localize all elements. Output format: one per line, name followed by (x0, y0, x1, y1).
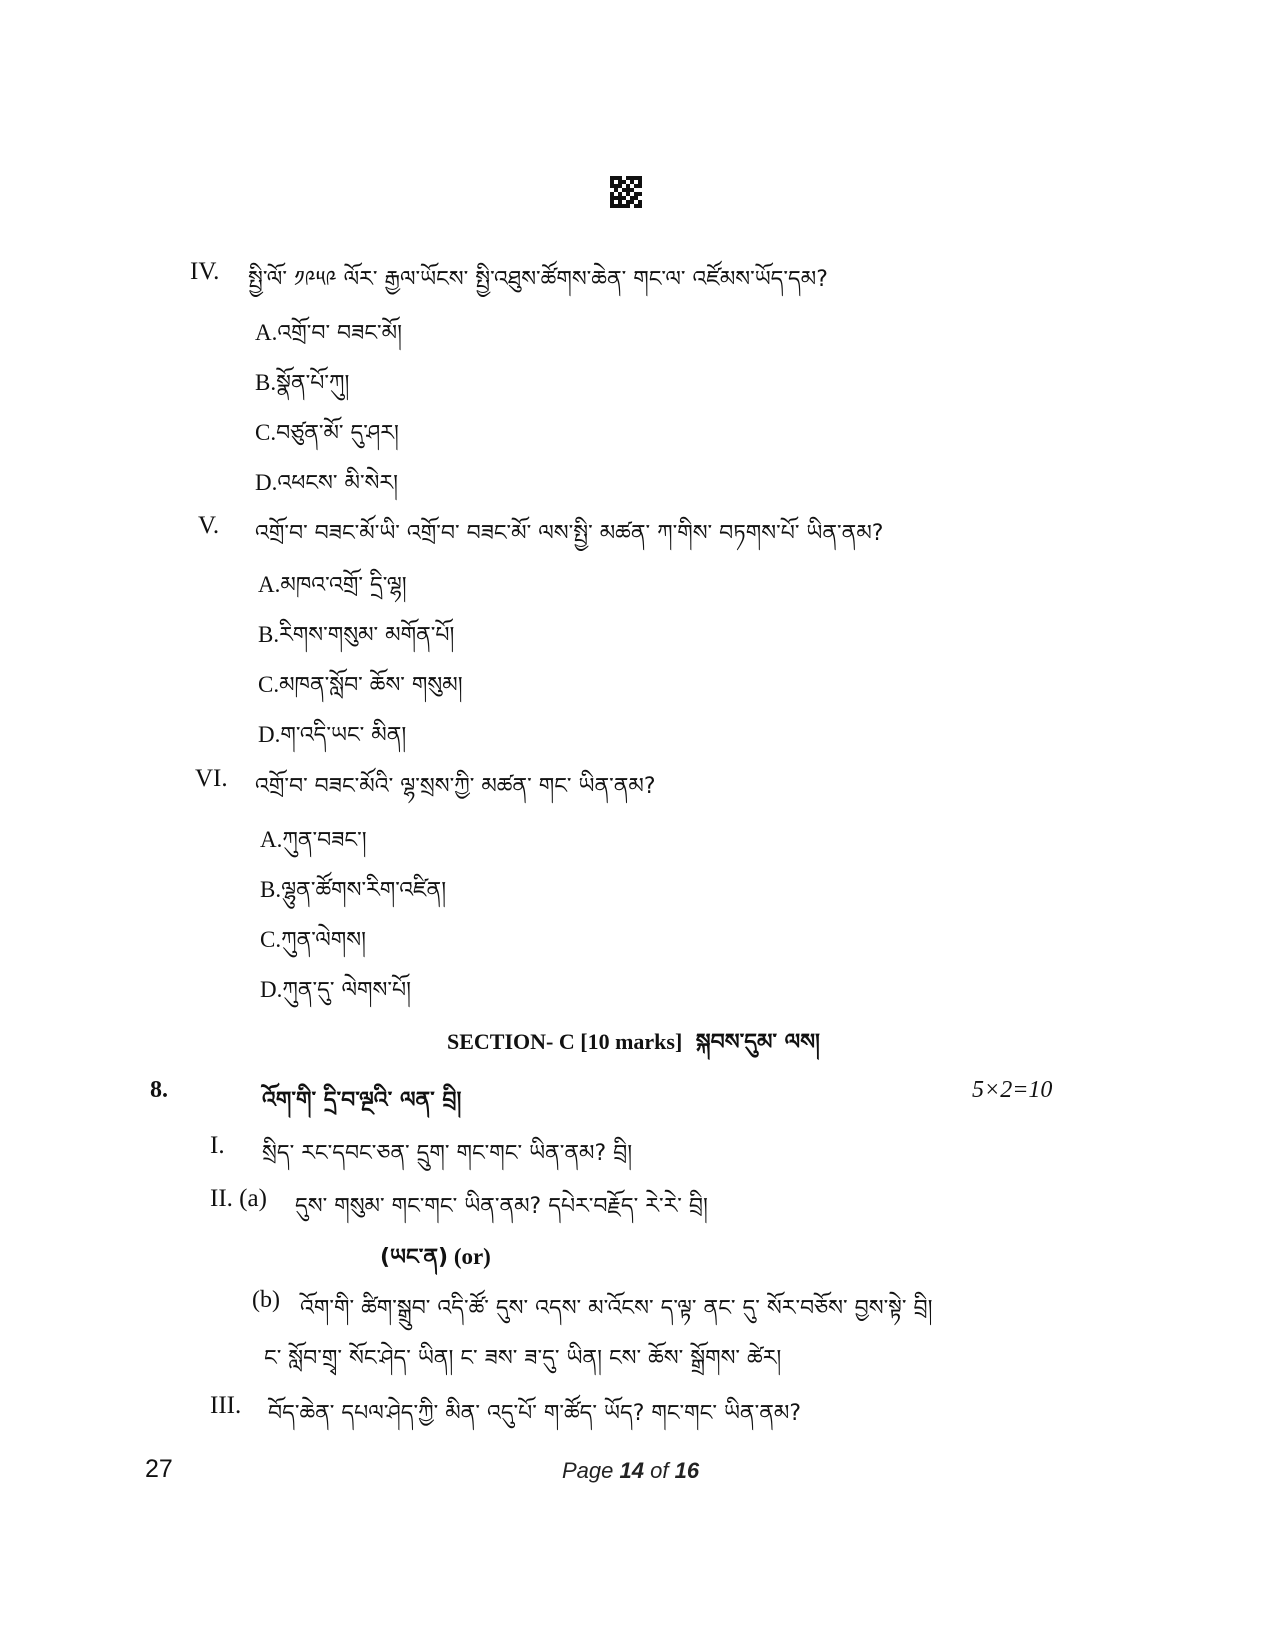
option-text: བཙུན་མོ་ དུ་ཤར། (276, 421, 399, 446)
part-numeral: III. (210, 1392, 242, 1419)
option-text: རིགས་གསུམ་ མགོན་པོ། (279, 623, 455, 648)
page-number: 14 (619, 1458, 644, 1483)
section-heading (447, 1017, 820, 1079)
question-numeral: V. (198, 512, 220, 539)
option-letter: C. (255, 420, 277, 445)
question-number: 8. (150, 1077, 168, 1103)
part-text: སྲིད་ རང་དབང་ཅན་ དྲུག་ གང་གང་ ཡིན་ནམ? བྲི། (262, 1141, 633, 1166)
option-text: ལྷུན་ཚོགས་རིག་འཛིན། (281, 878, 447, 903)
part-numeral: II. (a) (210, 1185, 267, 1212)
option-letter: B. (260, 877, 282, 902)
option-letter: A. (255, 320, 278, 345)
option-text: ཀུན་ལེགས། (281, 928, 366, 953)
section-title-tibetan: སྐབས་དུམ་ ལས། (695, 1030, 820, 1055)
part-text: བོད་ཆེན་ དཔལ་ཤེད་ཀྱི་ མིན་ འདུ་པོ་ ག་ཚོད་ ཡོད? གང་གང་ ཡིན་ནམ? (268, 1401, 802, 1426)
part-b-label: (b) (252, 1287, 280, 1313)
option-text: སྣོན་པོ་ཀུ། (276, 371, 350, 396)
page-total: 16 (674, 1458, 700, 1483)
option-letter: C. (260, 927, 282, 952)
page-of: of (650, 1458, 669, 1483)
or-tibetan: (ཡང་ན) (380, 1245, 449, 1270)
option-text: ཀུན་དུ་ ལེགས་པོ། (282, 978, 411, 1003)
option-text: ཀུན་བཟང་། (282, 828, 367, 853)
part-numeral: I. (210, 1132, 225, 1159)
qr-code (610, 176, 642, 208)
option-letter: D. (258, 722, 281, 747)
question-text: སྤྱི་ལོ་ ༡༩༥༩ ལོར་ རྒྱལ་ཡོངས་ སྤྱི་འཐུས་ཚོགས་ཆེན་ གང་ལ་ འཛོམས་ཡོད་དམ? (248, 267, 828, 292)
question-numeral: VI. (195, 765, 228, 792)
option-letter: A. (258, 572, 281, 597)
marks-allocation: 5×2=10 (972, 1077, 1053, 1103)
option-text: ག་འདི་ཡང་ མིན། (280, 723, 407, 748)
question-text: འགྲོ་བ་ བཟང་མོ་ཡི་ འགྲོ་བ་ བཟང་མོ་ ལས་སྤྱི་ མཚན་ ཀ་གིས་ བཏགས་པོ་ ཡིན་ནམ? (255, 521, 884, 546)
page-label: Page (562, 1458, 614, 1483)
paper-code: 27 (145, 1455, 173, 1483)
question-numeral: IV. (190, 258, 220, 285)
question-text: འགྲོ་བ་ བཟང་མོའི་ ལྷ་སྲས་ཀྱི་ མཚན་ གང་ ཡིན་ནམ? (255, 774, 656, 799)
option-text: མཁན་སློབ་ ཆོས་ གསུམ། (279, 673, 463, 698)
option-letter: B. (258, 622, 280, 647)
question-text: འོག་གི་ དྲི་བ་ལྔའི་ ལན་ བྲི། (262, 1088, 462, 1113)
part-text: དུས་ གསུམ་ གང་གང་ ཡིན་ནམ? དཔེར་བརྗོད་ རེ་རེ་ བྲི། (295, 1194, 708, 1219)
option-letter: B. (255, 370, 277, 395)
option-text: འཕངས་ མི་སེར། (277, 471, 398, 496)
option-text: མཁའ་འགྲོ་ དྲི་ལྷ། (280, 573, 407, 598)
option-text: འགྲོ་བ་ བཟང་མོ། (277, 321, 402, 346)
section-title: SECTION- C [10 marks] (447, 1029, 683, 1054)
or-english: (or) (453, 1244, 491, 1269)
option-d (260, 965, 411, 1027)
option-letter: A. (260, 827, 283, 852)
option-letter: D. (255, 470, 278, 495)
part-b-line2: ང་ སློབ་གྲྭ་ སོང་ཤེད་ ཡིན། ང་ ཟས་ ཟ་དུ་ ཡིན། ངས་ ཆོས་ སྒྲོགས་ ཚེར། (264, 1346, 782, 1371)
option-letter: D. (260, 977, 283, 1002)
option-letter: C. (258, 672, 280, 697)
part-b-line1: འོག་གི་ ཚིག་སྒྲུབ་ འདི་ཚོ་ དུས་ འདས་ མ་འོངས་ ད་ལྟ་ ནང་ དུ་ སོར་བཅོས་ བྱས་སྟེ་ བྲི། (300, 1296, 933, 1321)
page-indicator (562, 1458, 699, 1484)
